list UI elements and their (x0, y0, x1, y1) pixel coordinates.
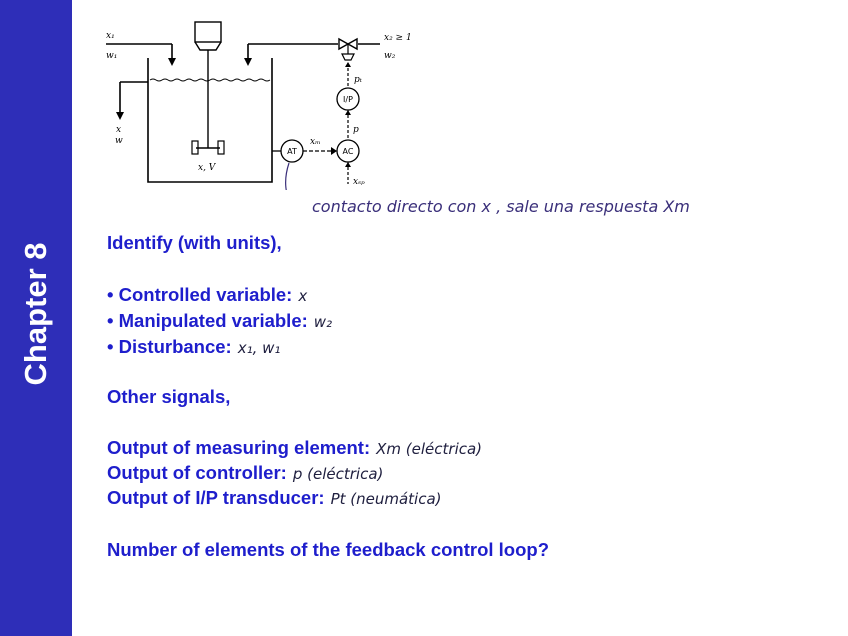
controlled-variable-line (107, 284, 307, 307)
ip-output-answer: Pt (neumática) (330, 490, 442, 508)
measuring-output-answer: Xm (eléctrica) (376, 440, 483, 458)
handwritten-note: contacto directo con x , sale una respuesta Xm (312, 197, 690, 216)
label-pt: pₜ (354, 75, 362, 85)
feedback-loop-question: Number of elements of the feedback control loop? (107, 539, 549, 560)
label-xsp: xₛₚ (353, 177, 365, 187)
label-w1: w₁ (106, 51, 118, 61)
manipulated-variable-line (107, 310, 332, 333)
manipulated-variable-answer: w₂ (313, 313, 333, 331)
measuring-output-line (107, 437, 482, 460)
chapter-label: Chapter 8 (18, 242, 53, 386)
controlled-variable-answer: x (298, 287, 308, 305)
label-w-out: w (115, 136, 123, 146)
controller-output-label: Output of controller: (107, 462, 287, 483)
ip-output-label: Output of I/P transducer: (107, 487, 325, 508)
label-xm: xₘ (310, 137, 321, 147)
manipulated-variable-label: • Manipulated variable: (107, 310, 308, 331)
measuring-output-label: Output of measuring element: (107, 437, 371, 458)
disturbance-line (107, 336, 280, 359)
controller-output-line (107, 462, 383, 485)
controlled-variable-label: • Controlled variable: (107, 284, 293, 305)
process-diagram (100, 10, 430, 190)
handwritten-arrow (286, 163, 308, 190)
controller-output-answer: p (eléctrica) (292, 465, 384, 483)
disturbance-label: • Disturbance: (107, 336, 232, 357)
label-x2: x₂ ≥ 1 (384, 33, 412, 43)
ip-output-line (107, 487, 442, 510)
label-x1: x₁ (106, 31, 115, 41)
ac-label: AC (342, 147, 354, 156)
disturbance-answer: x₁, w₁ (237, 339, 281, 357)
other-signals-heading: Other signals, (107, 386, 231, 407)
identify-heading: Identify (with units), (107, 232, 282, 253)
label-w2: w₂ (384, 51, 396, 61)
ip-label: I/P (343, 95, 353, 104)
mixer-motor (195, 22, 221, 42)
label-tank: x, V (198, 163, 216, 173)
chapter-sidebar (0, 0, 72, 636)
liquid-level (150, 79, 270, 81)
label-p: p (353, 125, 359, 135)
label-x-out: x (116, 125, 122, 135)
at-label: AT (287, 147, 297, 156)
